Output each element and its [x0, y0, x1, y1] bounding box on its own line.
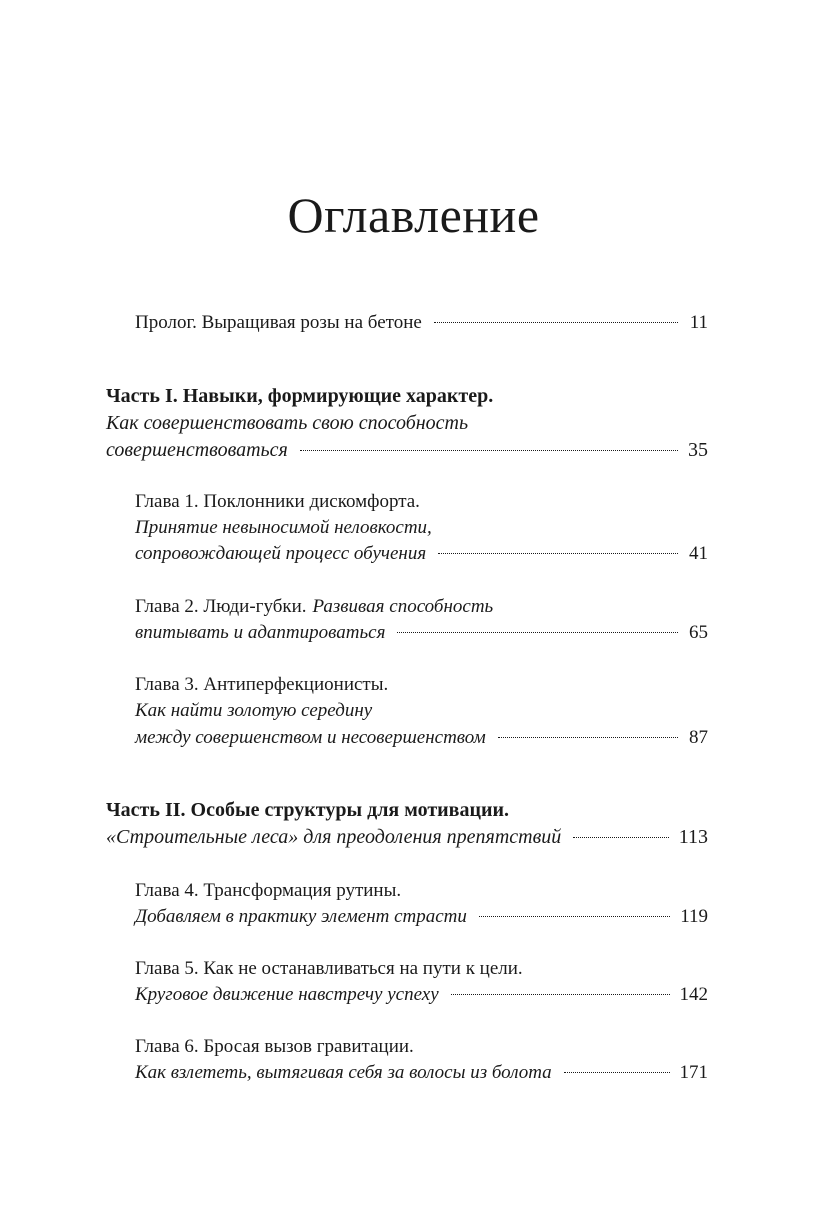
dot-leader [498, 737, 678, 738]
dot-leader [451, 994, 670, 995]
dot-leader [573, 837, 668, 838]
dot-leader [434, 322, 678, 323]
page-number: 11 [689, 312, 708, 333]
chapter-heading [135, 489, 708, 515]
toc-entry-chapter-2[interactable] [135, 620, 708, 646]
toc-entry-chapter-5[interactable] [135, 982, 708, 1008]
page-number: 142 [679, 984, 708, 1005]
dot-leader [300, 450, 678, 451]
toc-entry-text: сопровождающей процесс обучения [135, 543, 427, 564]
toc-entry-text: Как взлететь, вытягивая себя за волосы из болота [135, 1062, 552, 1083]
chapter-heading [135, 1034, 708, 1060]
toc-entry-text: Круговое движение навстречу успеху [135, 984, 439, 1005]
toc-entry-prologue[interactable] [135, 310, 708, 336]
chapter-title: Глава 5. Как не останавливаться на пути к цели. [135, 958, 523, 979]
page-number: 65 [689, 622, 708, 643]
toc-entry-text: совершенствоваться [106, 439, 288, 461]
toc-entry-text: Пролог. Выращивая розы на бетоне [135, 312, 422, 333]
chapter-heading [135, 672, 708, 698]
dot-leader [397, 632, 678, 633]
part-heading [106, 383, 708, 409]
toc-entry-chapter-1[interactable] [135, 541, 708, 567]
chapter-subtitle-text: Принятие невыносимой неловкости, [135, 517, 432, 538]
page-number: 35 [688, 439, 708, 461]
dot-leader [438, 553, 678, 554]
chapter-subtitle [135, 515, 708, 541]
toc-entry-text: Добавляем в практику элемент страсти [135, 906, 467, 927]
part-heading [106, 797, 708, 823]
chapter-heading [135, 594, 708, 620]
chapter-subtitle [135, 698, 708, 724]
chapter-subtitle-text: Развивая способность [312, 596, 494, 617]
page-number: 113 [678, 826, 708, 848]
part-heading-text: Часть I. Навыки, формирующие характер. [106, 385, 494, 407]
toc-entry-part2[interactable] [106, 824, 708, 850]
page-title: Оглавление [287, 187, 540, 243]
part-subtitle [106, 410, 708, 436]
toc-entry-chapter-6[interactable] [135, 1060, 708, 1086]
chapter-title: Глава 2. Люди-губки. [135, 596, 307, 617]
toc-entry-part1[interactable] [106, 437, 708, 463]
part-heading-text: Часть II. Особые структуры для мотивации. [106, 799, 510, 821]
toc-entry-text: между совершенством и несовершенством [135, 727, 486, 748]
chapter-heading [135, 878, 708, 904]
chapter-title: Глава 1. Поклонники дискомфорта. [135, 491, 420, 512]
toc-entry-text: впитывать и адаптироваться [135, 622, 386, 643]
page-number: 171 [679, 1062, 708, 1083]
chapter-subtitle-text: Как найти золотую середину [135, 700, 373, 721]
page-number: 41 [689, 543, 708, 564]
dot-leader [479, 916, 670, 917]
chapter-heading [135, 956, 708, 982]
chapter-title: Глава 4. Трансформация рутины. [135, 880, 402, 901]
dot-leader [564, 1072, 670, 1073]
page-number: 119 [680, 906, 708, 927]
chapter-title: Глава 3. Антиперфекционисты. [135, 674, 389, 695]
toc-entry-text: «Строительные леса» для преодоления препятствий [106, 826, 562, 848]
toc-entry-chapter-4[interactable] [135, 904, 708, 930]
page-number: 87 [689, 727, 708, 748]
toc-entry-chapter-3[interactable] [135, 725, 708, 751]
part-subtitle-text: Как совершенствовать свою способность [106, 412, 469, 434]
chapter-title: Глава 6. Бросая вызов гравитации. [135, 1036, 414, 1057]
